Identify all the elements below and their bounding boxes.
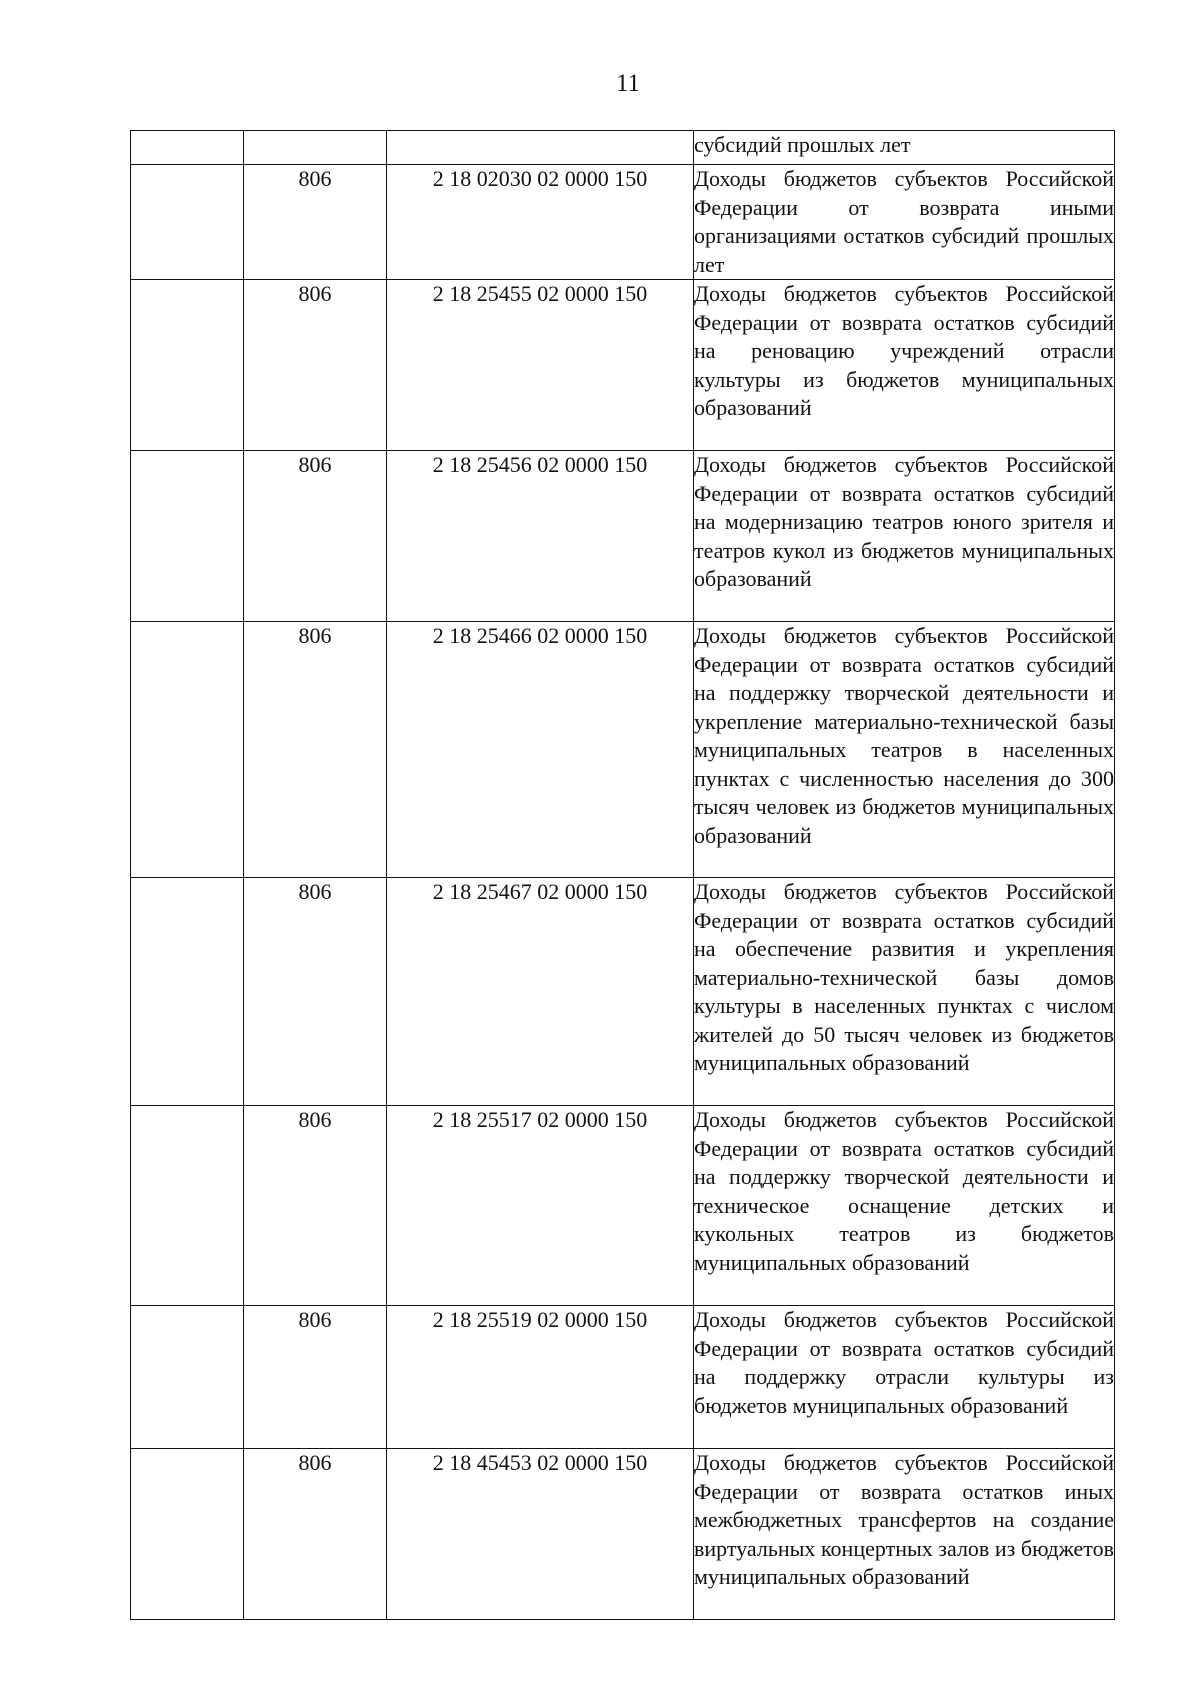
budget-code-cell: 2 18 25466 02 0000 150: [387, 622, 694, 878]
income-name-cell: [694, 280, 1115, 451]
table-row: [131, 622, 1115, 878]
income-name-text: Доходы бюджетов субъектов Российской Федерации от возврата остатков субсидий на модернизацию театров юного зрителя и театров кукол из бюджетов муниципальных образований: [694, 452, 1114, 591]
admin-code-cell: [244, 131, 387, 165]
admin-code-cell: 806: [244, 280, 387, 451]
budget-income-table: [130, 130, 1115, 1620]
income-name-text: Доходы бюджетов субъектов Российской Федерации от возврата остатков субсидий на поддержку творческой деятельности и техническое оснащение детских и кукольных театров из бюджетов муниципальных образований: [694, 1107, 1114, 1275]
admin-code-cell: 806: [244, 1106, 387, 1306]
income-name-text: Доходы бюджетов субъектов Российской Федерации от возврата остатков субсидий на поддержку творческой деятельности и укрепление материально-технической базы муниципальных театров в населенных пунктах с численностью населения до 300 тысяч человек из бюджетов муниципальных образований: [694, 623, 1114, 848]
table-row: [131, 131, 1115, 165]
admin-code-cell: 806: [244, 1449, 387, 1620]
table-row: [131, 451, 1115, 622]
income-name-text: Доходы бюджетов субъектов Российской Федерации от возврата остатков субсидий на обеспечение развития и укрепления материально-технической базы домов культуры в населенных пунктах с числом жителей до 50 тысяч человек из бюджетов муниципальных образований: [694, 879, 1114, 1075]
budget-code-cell: 2 18 45453 02 0000 150: [387, 1449, 694, 1620]
empty-cell: [131, 1106, 244, 1306]
empty-cell: [131, 878, 244, 1106]
table-row: [131, 1306, 1115, 1449]
empty-cell: [131, 1449, 244, 1620]
income-name-cell: [694, 878, 1115, 1106]
income-name-cell: [694, 1306, 1115, 1449]
income-name-cell: [694, 1106, 1115, 1306]
income-name-text: Доходы бюджетов субъектов Российской Федерации от возврата иными организациями остатков субсидий прошлых лет: [694, 166, 1114, 277]
budget-code-cell: 2 18 25456 02 0000 150: [387, 451, 694, 622]
budget-code-cell: 2 18 25467 02 0000 150: [387, 878, 694, 1106]
table-row: [131, 280, 1115, 451]
admin-code-cell: 806: [244, 878, 387, 1106]
admin-code-cell: 806: [244, 1306, 387, 1449]
budget-code-cell: 2 18 25517 02 0000 150: [387, 1106, 694, 1306]
budget-code-cell: 2 18 25455 02 0000 150: [387, 280, 694, 451]
page-number: 11: [615, 70, 641, 97]
empty-cell: [131, 451, 244, 622]
income-name-cell: [694, 622, 1115, 878]
table-row: [131, 1449, 1115, 1620]
admin-code-cell: 806: [244, 451, 387, 622]
empty-cell: [131, 280, 244, 451]
admin-code-cell: 806: [244, 622, 387, 878]
income-name-cell: [694, 165, 1115, 280]
budget-code-cell: 2 18 02030 02 0000 150: [387, 165, 694, 280]
income-name-text: Доходы бюджетов субъектов Российской Федерации от возврата остатков иных межбюджетных трансфертов на создание виртуальных концертных залов из бюджетов муниципальных образований: [694, 1450, 1114, 1589]
income-name-cell: [694, 131, 1115, 165]
empty-cell: [131, 165, 244, 280]
table-row: [131, 165, 1115, 280]
income-name-cell: [694, 451, 1115, 622]
table-row: [131, 1106, 1115, 1306]
admin-code-cell: 806: [244, 165, 387, 280]
empty-cell: [131, 622, 244, 878]
empty-cell: [131, 131, 244, 165]
income-name-text: Доходы бюджетов субъектов Российской Федерации от возврата остатков субсидий на поддержку отрасли культуры из бюджетов муниципальных образований: [694, 1307, 1114, 1418]
income-name-text: Доходы бюджетов субъектов Российской Федерации от возврата остатков субсидий на реновацию учреждений отрасли культуры из бюджетов муниципальных образований: [694, 281, 1114, 420]
table-row: [131, 878, 1115, 1106]
budget-code-cell: 2 18 25519 02 0000 150: [387, 1306, 694, 1449]
budget-code-cell: [387, 131, 694, 165]
income-name-text: субсидий прошлых лет: [694, 132, 911, 157]
income-name-cell: [694, 1449, 1115, 1620]
empty-cell: [131, 1306, 244, 1449]
